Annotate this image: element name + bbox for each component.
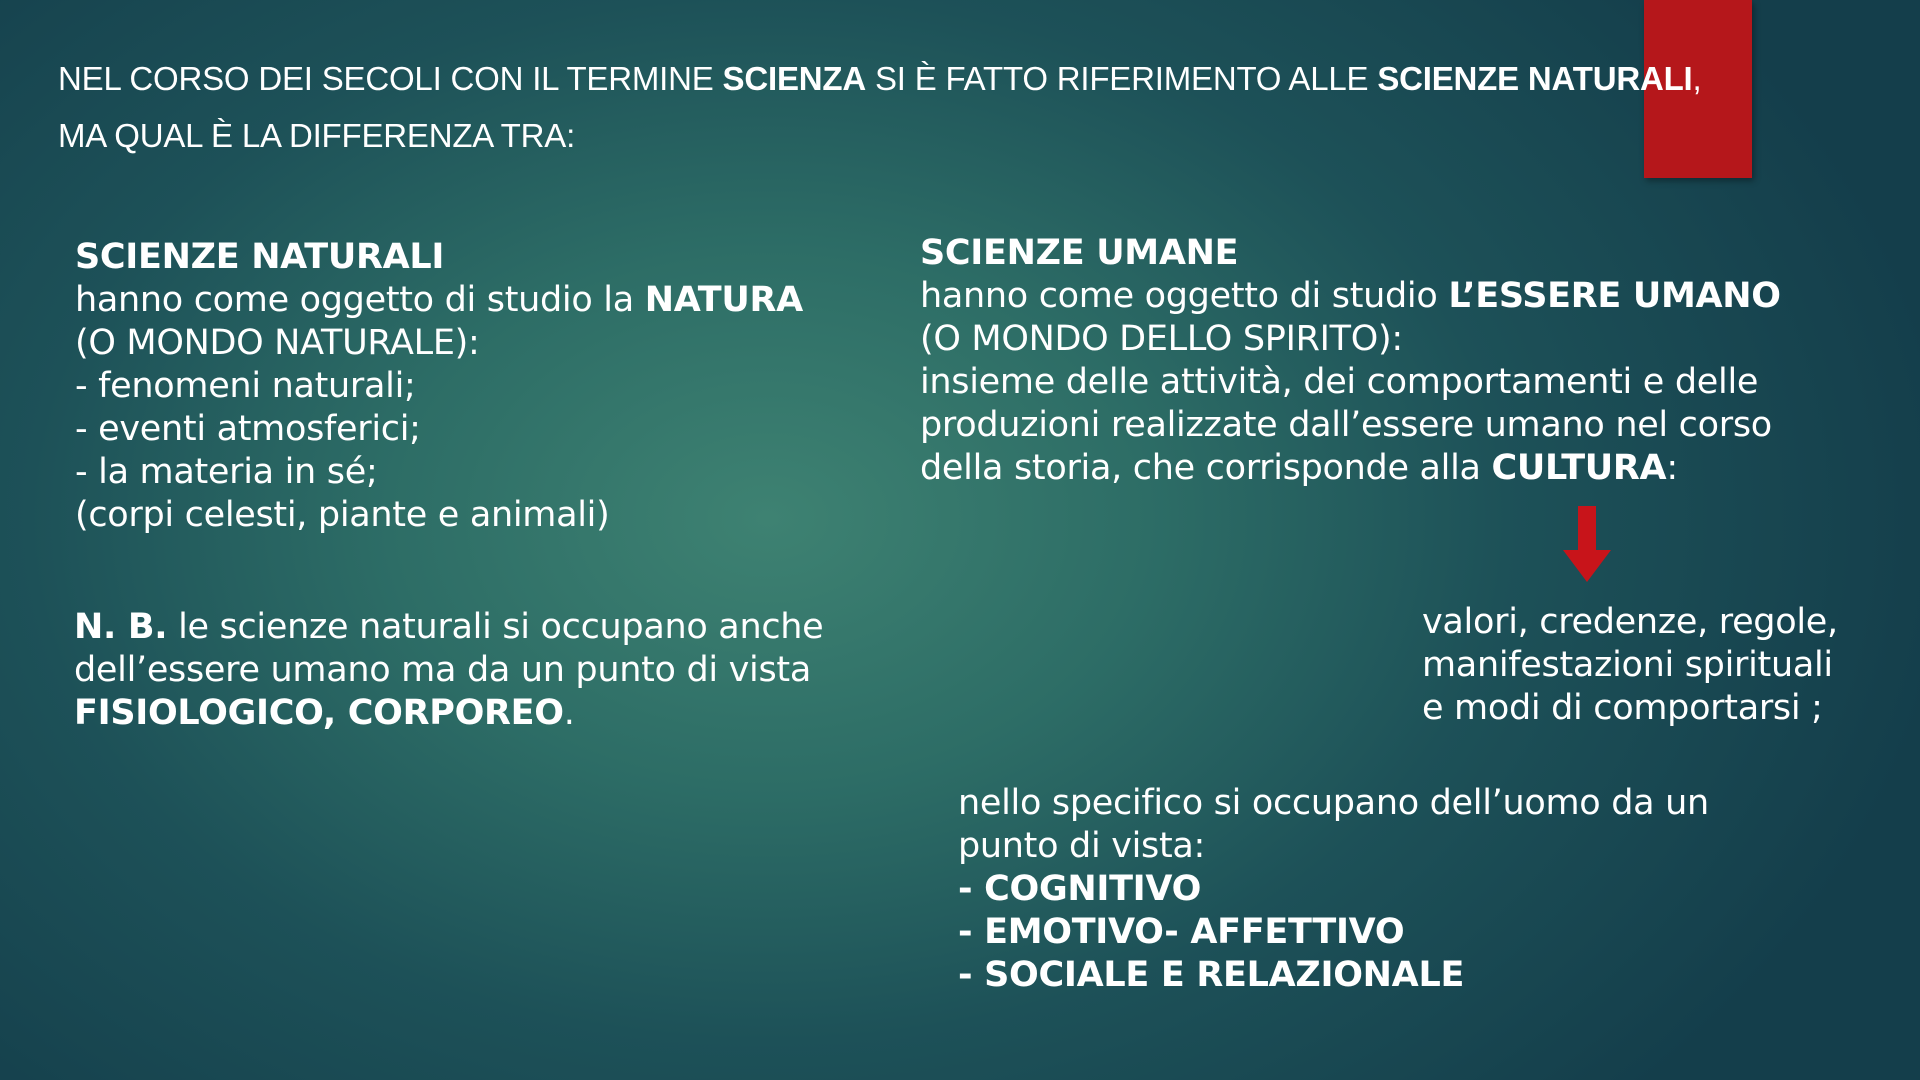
intro-line-2: MA QUAL È LA DIFFERENZA TRA: — [58, 117, 576, 154]
punto-vista-sociale-relazionale: - SOCIALE E RELAZIONALE — [958, 955, 1465, 995]
naturali-line-3: - fenomeni naturali; — [75, 366, 416, 406]
valori-line-1: valori, credenze, regole, — [1422, 602, 1838, 642]
naturali-line-1: hanno come oggetto di studio la NATURA — [75, 280, 803, 320]
naturali-line-6: (corpi celesti, piante e animali) — [75, 495, 610, 535]
term-fisiologico-corporeo: FISIOLOGICO, CORPOREO — [74, 693, 564, 733]
nb-line-1: N. B. le scienze naturali si occupano anche — [74, 607, 824, 647]
naturali-line-5: - la materia in sé; — [75, 452, 378, 492]
term-essere-umano: L’ESSERE UMANO — [1448, 276, 1781, 316]
nb-label: N. B. — [74, 607, 168, 647]
term-scienza: SCIENZA — [722, 60, 866, 97]
term-scienze-naturali: SCIENZE NATURALI — [1377, 60, 1693, 97]
nb-line-3: FISIOLOGICO, CORPOREO. — [74, 693, 575, 733]
umane-line-2: (O MONDO DELLO SPIRITO): — [920, 319, 1403, 359]
specifico-line-2: punto di vista: — [958, 826, 1206, 866]
scienze-umane-block — [920, 232, 1781, 490]
scienze-umane-heading: SCIENZE UMANE — [920, 233, 1239, 273]
arrow-down-icon — [1563, 506, 1611, 582]
intro-line-1: NEL CORSO DEI SECOLI CON IL TERMINE SCIENZA SI È FATTO RIFERIMENTO ALLE SCIENZE NATURALI, — [58, 60, 1702, 97]
scienze-naturali-heading: SCIENZE NATURALI — [75, 237, 445, 277]
nota-bene-block — [74, 606, 823, 735]
valori-line-2: manifestazioni spirituali — [1422, 645, 1833, 685]
cultura-values-block — [1422, 601, 1838, 730]
punto-vista-emotivo-affettivo: - EMOTIVO- AFFETTIVO — [958, 912, 1405, 952]
umane-line-4: produzioni realizzate dall’essere umano nel corso — [920, 405, 1772, 445]
term-cultura: CULTURA — [1491, 448, 1667, 488]
umane-line-3: insieme delle attività, dei comportamenti e delle — [920, 362, 1759, 402]
naturali-line-2: (O MONDO NATURALE): — [75, 323, 480, 363]
specifico-line-1: nello specifico si occupano dell’uomo da un — [958, 783, 1709, 823]
umane-line-1: hanno come oggetto di studio L’ESSERE UMANO — [920, 276, 1781, 316]
punti-di-vista-block — [958, 782, 1709, 997]
term-natura: NATURA — [644, 280, 803, 320]
valori-line-3: e modi di comportarsi ; — [1422, 688, 1823, 728]
umane-line-5: della storia, che corrisponde alla CULTURA: — [920, 448, 1678, 488]
punto-vista-cognitivo: - COGNITIVO — [958, 869, 1202, 909]
intro-text — [58, 50, 1702, 164]
nb-line-2: dell’essere umano ma da un punto di vista — [74, 650, 811, 690]
naturali-line-4: - eventi atmosferici; — [75, 409, 421, 449]
scienze-naturali-block — [75, 236, 803, 537]
